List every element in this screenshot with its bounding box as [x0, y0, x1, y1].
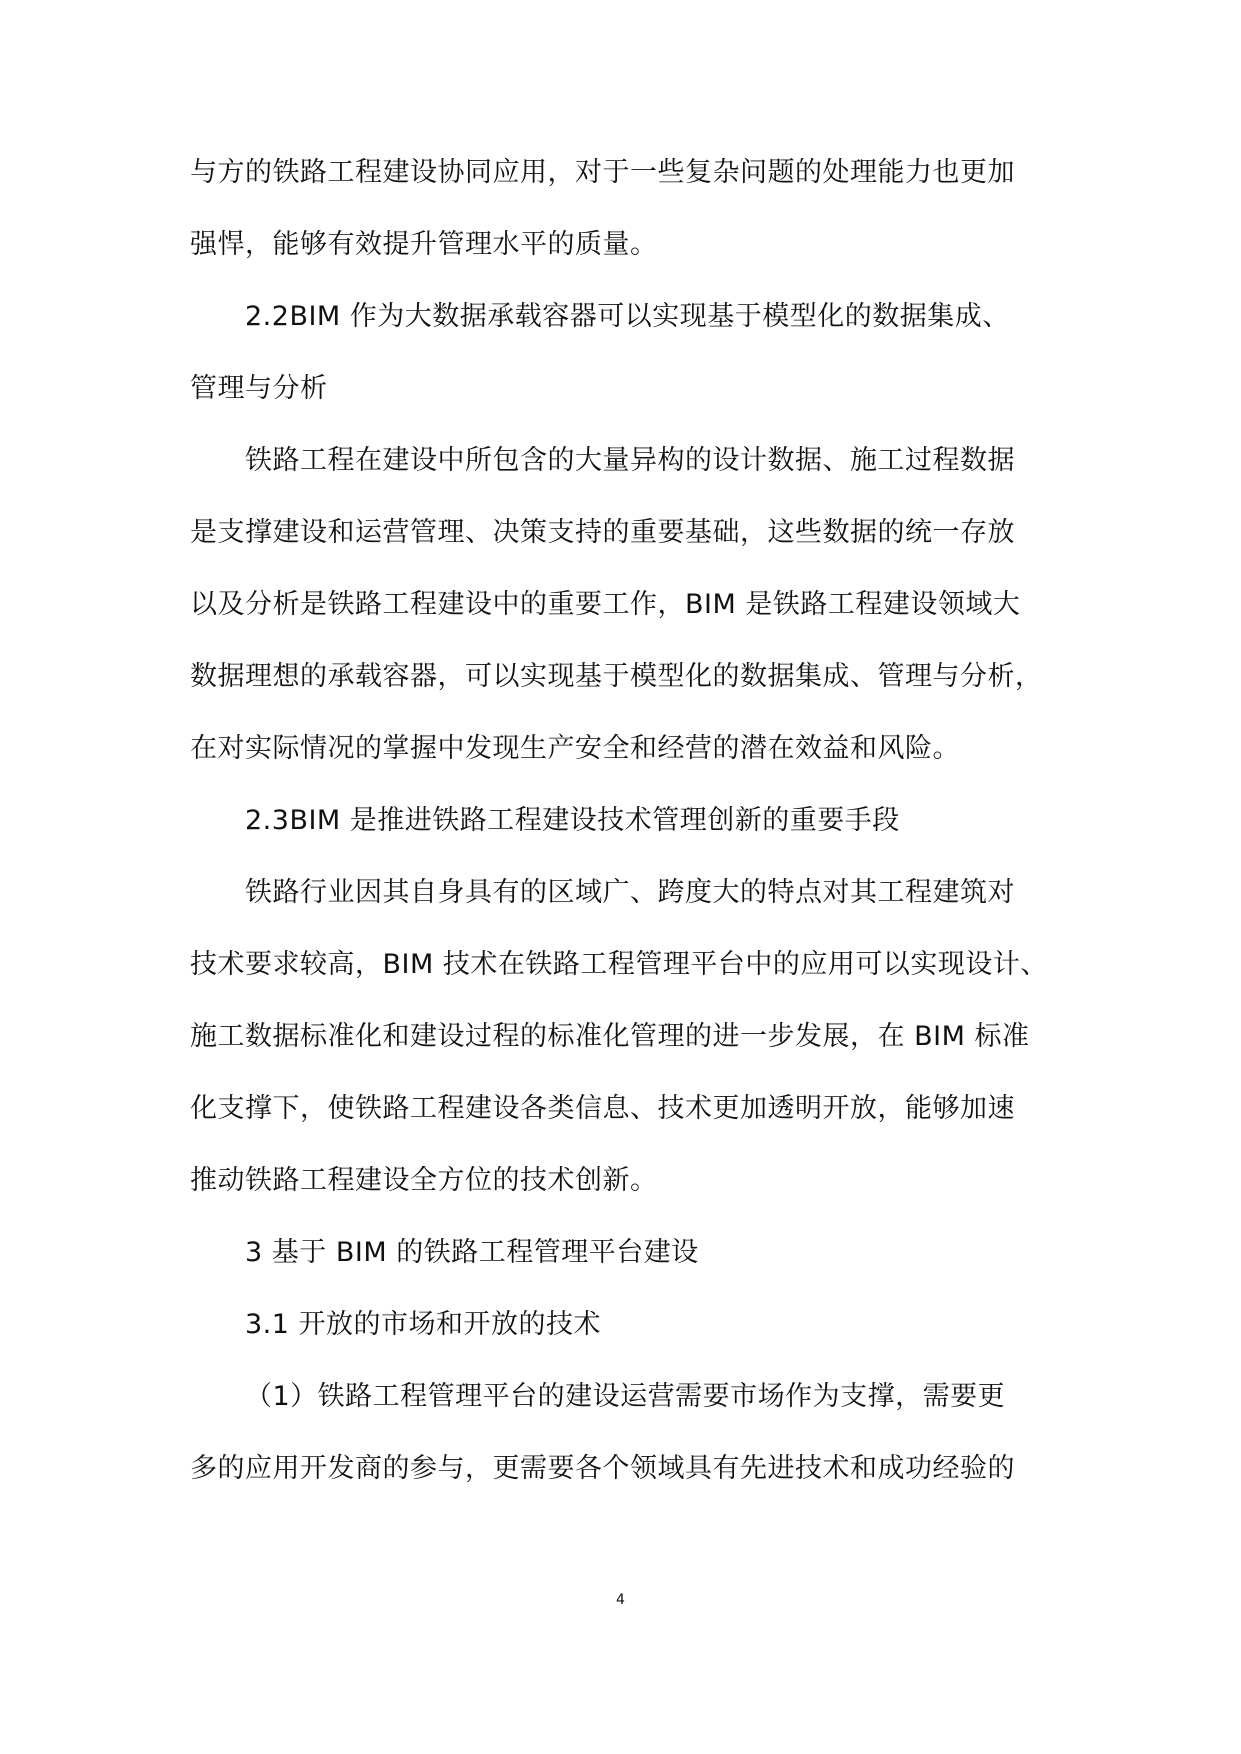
section-heading-2-2: 2.2BIM 作为大数据承载容器可以实现基于模型化的数据集成、: [245, 301, 1010, 332]
paragraph-line: 多的应用开发商的参与，更需要各个领域具有先进技术和成功经验的: [190, 1453, 1015, 1484]
paragraph-line: 以及分析是铁路工程建设中的重要工作，BIM 是铁路工程建设领域大: [190, 589, 1021, 620]
paragraph-line: 与方的铁路工程建设协同应用，对于一些复杂问题的处理能力也更加: [190, 157, 1015, 188]
paragraph-line: 推动铁路工程建设全方位的技术创新。: [190, 1165, 658, 1196]
page-number: 4: [616, 1592, 625, 1608]
paragraph-line: 是支撑建设和运营管理、决策支持的重要基础，这些数据的统一存放: [190, 517, 1015, 548]
paragraph-line: 铁路工程在建设中所包含的大量异构的设计数据、施工过程数据: [245, 445, 1015, 476]
paragraph-line: 铁路行业因其自身具有的区域广、跨度大的特点对其工程建筑对: [245, 877, 1015, 908]
paragraph-line: 施工数据标准化和建设过程的标准化管理的进一步发展，在 BIM 标准: [190, 1021, 1030, 1052]
paragraph-line: 数据理想的承载容器，可以实现基于模型化的数据集成、管理与分析，: [190, 661, 1043, 692]
paragraph-line: 化支撑下，使铁路工程建设各类信息、技术更加透明开放，能够加速: [190, 1093, 1015, 1124]
section-heading-2-3: 2.3BIM 是推进铁路工程建设技术管理创新的重要手段: [245, 805, 900, 836]
paragraph-line: （1）铁路工程管理平台的建设运营需要市场作为支撑，需要更: [245, 1381, 1006, 1412]
paragraph-line: 在对实际情况的掌握中发现生产安全和经营的潜在效益和风险。: [190, 733, 960, 764]
section-heading-3: 3 基于 BIM 的铁路工程管理平台建设: [245, 1237, 699, 1268]
section-heading-2-2-continued: 管理与分析: [190, 373, 328, 404]
paragraph-line: 技术要求较高，BIM 技术在铁路工程管理平台中的应用可以实现设计、: [190, 949, 1048, 980]
section-heading-3-1: 3.1 开放的市场和开放的技术: [245, 1309, 602, 1340]
paragraph-line: 强悍，能够有效提升管理水平的质量。: [190, 229, 658, 260]
